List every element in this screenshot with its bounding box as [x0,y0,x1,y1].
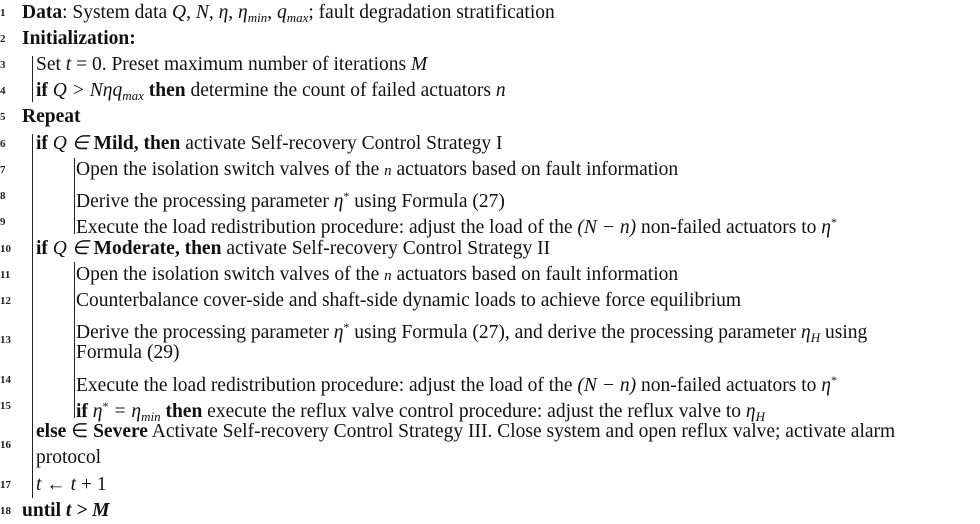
line-number: 7 [0,164,6,176]
keyword-moderate-then: Moderate, then [93,238,222,259]
math-var: η [92,401,103,422]
line-number: 5 [0,111,6,123]
math-var: η [333,322,344,343]
math-sup: * [343,320,350,334]
math-var: η [745,401,756,422]
line-number: 12 [0,295,11,307]
line-number: 8 [0,190,6,202]
math-sub: H [810,330,821,345]
math-vars: Q, N, η, η [172,2,248,23]
math-var: t [36,474,42,495]
scope-bar-mild [74,158,75,234]
math-sup: * [343,189,350,203]
math-sup: * [102,399,109,413]
keyword-until: until [22,500,62,521]
keyword-if: if [36,80,48,101]
math-var: n [495,80,506,101]
text: Counterbalance cover-side and shaft-side dynamic loads to achieve force equilibrium [76,290,742,311]
math-var: n [384,163,392,179]
line-number: 6 [0,138,6,150]
text: Execute the load redistribution procedure: adjust the load of the [76,375,578,396]
line-number: 11 [0,269,11,281]
text-continuation: protocol [36,447,101,468]
math-expr: t > M [65,500,110,521]
math-sup: * [830,215,837,229]
math-sup: * [830,373,837,387]
line-number: 18 [0,505,11,517]
text: Open the isolation switch valves of the [76,264,385,285]
keyword-if: if [36,238,48,259]
line-number: 15 [0,400,11,412]
math-var: M [410,54,428,75]
text: = 0. Preset maximum number of iterations [71,54,411,75]
text: Derive the processing parameter [76,191,334,212]
text: Set [36,54,66,75]
keyword-if: if [36,133,48,154]
math-expr: Q ∈ [47,133,94,154]
keyword-then: then [165,401,203,422]
text: non-failed actuators to [636,217,822,238]
text: determine the count of failed actuators [185,80,496,101]
math-sub: min [247,10,268,25]
keyword-data: Data [22,2,63,23]
math-vars: , q [267,2,287,23]
scope-bar-initialization [32,56,33,102]
keyword-if: if [76,401,88,422]
text: execute the reflux valve control procedure: adjust the reflux valve to [202,401,746,422]
text: + 1 [76,474,107,495]
math-expr: Q ∈ [47,238,94,259]
math-var: t [70,474,77,495]
math-sub: H [755,409,765,424]
math-var: t [65,54,72,75]
algo-line-16 [0,419,980,471]
math-expr: (N − n) [577,375,637,396]
math-sub: max [122,88,144,103]
algo-line-13 [0,314,980,366]
line-number: 1 [0,7,6,19]
text: ; fault degradation stratification [308,2,555,23]
math-var: η [821,217,831,238]
math-expr: Q > Nηq [47,80,123,101]
text: Execute the load redistribution procedure: adjust the load of the [76,217,578,238]
line-number: 16 [0,439,11,451]
math-var: η [821,375,831,396]
line-number: 9 [0,216,6,228]
keyword-else: else [36,421,67,442]
keyword-then: then [148,80,186,101]
text: Activate Self-recovery Control Strategy III. Close system and open reflux valve; activate alarm [147,421,896,442]
line-number: 13 [0,334,11,346]
line-number: 2 [0,33,6,45]
text: using Formula (27), and derive the processing parameter [349,322,802,343]
math-sub: max [286,10,309,25]
line-number: 3 [0,59,6,71]
keyword-mild-then: Mild, then [93,133,181,154]
text: Open the isolation switch valves of the [76,159,385,180]
keyword-initialization: Initialization: [22,28,136,49]
math-sub: min [141,409,161,424]
math-var: n [384,268,392,284]
text: activate Self-recovery Control Strategy I [180,133,503,154]
text: using [820,322,868,343]
text: activate Self-recovery Control Strategy II [221,238,551,259]
text: ← [41,474,71,495]
math-expr: = η [108,401,142,422]
text: ∈ [66,421,94,442]
text: : System data [62,2,173,23]
text: actuators based on fault information [391,159,679,180]
keyword-severe: Severe [93,421,148,442]
line-number: 10 [0,243,11,255]
text: actuators based on fault information [391,264,679,285]
text: non-failed actuators to [636,375,822,396]
text: using Formula (27) [349,191,505,212]
text-continuation: Formula (29) [76,342,180,363]
line-number: 17 [0,479,11,491]
math-expr: (N − n) [577,217,637,238]
keyword-repeat: Repeat [22,106,81,127]
line-number: 4 [0,85,6,97]
math-var: η [333,191,344,212]
math-var: η [801,322,811,343]
text: Derive the processing parameter [76,322,334,343]
line-number: 14 [0,374,11,386]
